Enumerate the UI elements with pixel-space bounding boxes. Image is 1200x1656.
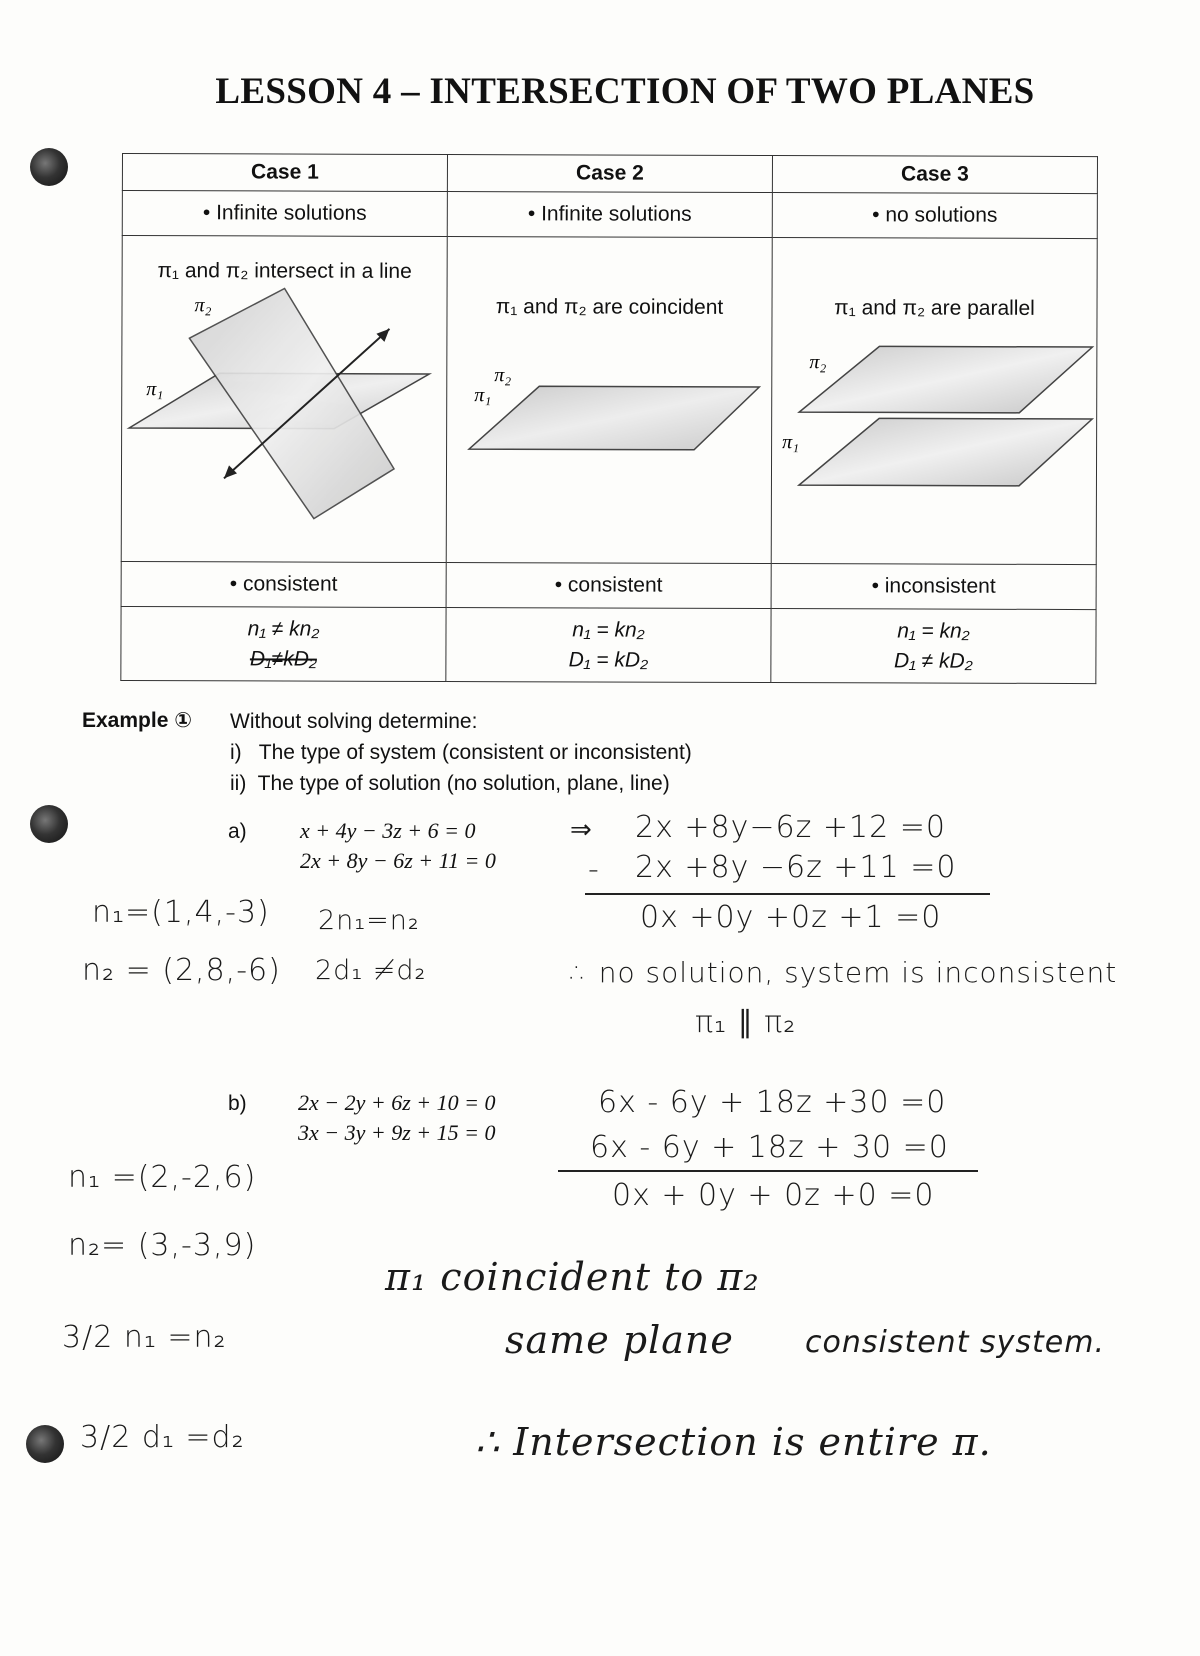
case2-d-condition: D₁ = kD₂ (568, 647, 649, 672)
part-a-eq2: 2x + 8y − 6z + 11 = 0 (300, 848, 496, 873)
part-b-rel1: 3/2 n₁ =n₂ (62, 1320, 227, 1355)
binder-hole-bottom (26, 1425, 64, 1463)
case3-diagram (774, 320, 1095, 521)
case1-normal-condition: n₁ ≠ kn₂ (247, 616, 320, 641)
part-a-rel1: 2n₁=n₂ (318, 905, 420, 936)
part-b-subtract-line (558, 1170, 978, 1172)
case2-diagram (449, 319, 770, 520)
case1-figure-cell (121, 236, 447, 563)
case1-solutions: • Infinite solutions (122, 191, 447, 237)
case1-d-condition: D₁≠kD₂ (249, 646, 317, 671)
part-b-eq2: 3x − 3y + 9z + 15 = 0 (298, 1120, 496, 1145)
part-b-work-row1: 6x - 6y + 18z +30 =0 (598, 1085, 947, 1120)
case2-label-pi1: π₁ (474, 383, 492, 406)
case2-plane-coincident (469, 383, 759, 450)
part-a-n2: n₂ = (2,8,-6) (82, 953, 281, 988)
cases-table (120, 153, 1098, 684)
page-title: LESSON 4 – INTERSECTION OF TWO PLANES (215, 71, 1035, 112)
part-b-work-row2: 6x - 6y + 18z + 30 =0 (590, 1130, 949, 1165)
case2-solutions: • Infinite solutions (447, 192, 772, 238)
case1-system-type: • consistent (121, 561, 446, 607)
case2-conditions (446, 608, 771, 683)
case3-system-type: • inconsistent (771, 564, 1096, 610)
case1-description: π₁ and π₂ intersect in a line (157, 258, 412, 283)
part-b-final: ∴ Intersection is entire π. (475, 1420, 992, 1464)
part-b-rel2: 3/2 d₁ =d₂ (80, 1420, 245, 1455)
case2-normal-condition: n₁ = kn₂ (572, 617, 645, 642)
part-a-eq1: x + 4y − 3z + 6 = 0 (300, 818, 476, 843)
part-b-coincident: π₁ coincident to π₂ (385, 1255, 760, 1299)
case3-d-condition: D₁ ≠ kD₂ (894, 648, 973, 673)
binder-hole-top (30, 148, 68, 186)
part-b-consistent: consistent system. (805, 1325, 1105, 1360)
part-b-n1: n₁ =(2,-2,6) (68, 1160, 257, 1195)
case3-solutions: • no solutions (772, 193, 1097, 239)
case3-label-pi1: π₁ (782, 430, 800, 453)
case2-label-pi2: π₂ (494, 363, 512, 386)
case3-plane-pi1 (799, 418, 1092, 486)
case2-header: Case 2 (447, 155, 772, 193)
part-a-work-row1: 2x +8y−6z +12 =0 (635, 810, 946, 845)
case1-label-pi1: π₁ (146, 377, 164, 400)
case3-plane-pi2 (799, 346, 1092, 413)
part-a-subtract-line (585, 893, 990, 895)
part-b-n2: n₂= (3,-3,9) (68, 1228, 257, 1263)
example-instruction: Without solving determine: (230, 710, 478, 733)
part-a-minus: - (588, 852, 600, 887)
part-b-same-plane: same plane (505, 1318, 734, 1362)
case3-label-pi2: π₂ (809, 350, 827, 373)
example-item-ii: ii) The type of solution (no solution, plane, line) (230, 772, 670, 795)
case1-diagram (124, 283, 445, 554)
case2-description: π₁ and π₂ are coincident (495, 294, 724, 319)
part-b-eq1: 2x − 2y + 6z + 10 = 0 (298, 1090, 496, 1115)
part-a-n1: n₁=(1,4,-3) (92, 895, 270, 930)
part-a-parallel: π₁ ∥ π₂ (695, 1005, 797, 1040)
part-b-work-row3: 0x + 0y + 0z +0 =0 (612, 1178, 935, 1213)
part-a-work-row3: 0x +0y +0z +1 =0 (640, 900, 942, 935)
case3-normal-condition: n₁ = kn₂ (897, 618, 970, 643)
case1-conditions (121, 606, 446, 681)
part-a-rel2: 2d₁ ≠d₂ (315, 955, 427, 986)
example-label: Example ① (82, 709, 192, 732)
case2-system-type: • consistent (446, 563, 771, 609)
case3-figure-cell (771, 238, 1097, 565)
case1-label-pi2: π₂ (194, 293, 212, 316)
part-a-work-row2: 2x +8y −6z +11 =0 (635, 850, 957, 885)
part-a-arrow: ⇒ (570, 815, 593, 845)
part-a-conclusion: ∴ no solution, system is inconsistent (570, 956, 1118, 989)
case1-header: Case 1 (122, 154, 447, 192)
part-a-label: a) (228, 820, 247, 843)
part-b-label: b) (228, 1092, 247, 1115)
case3-header: Case 3 (772, 156, 1097, 194)
example-item-i: i) The type of system (consistent or inconsistent) (230, 741, 692, 764)
binder-hole-middle (30, 805, 68, 843)
case3-conditions (771, 609, 1096, 684)
case2-figure-cell (446, 237, 772, 564)
case3-description: π₁ and π₂ are parallel (834, 295, 1035, 320)
